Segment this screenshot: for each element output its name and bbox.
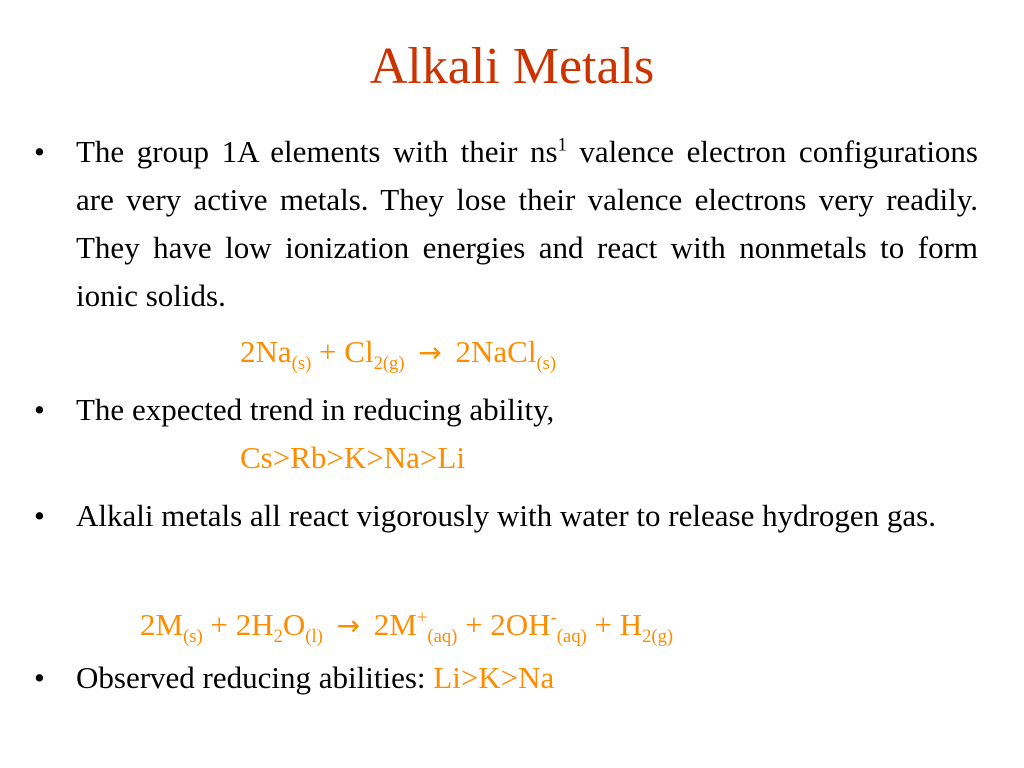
eq1-reactant-1: 2Na [240, 334, 292, 369]
eq2-reactant-1: 2M [140, 607, 184, 642]
bullet-marker: • [34, 134, 45, 169]
expected-trend: Cs>Rb>K>Na>Li [240, 440, 465, 475]
bullet-marker: • [34, 498, 45, 533]
eq2-product-2-charge: - [550, 607, 557, 629]
bullet-1-text-part1: The group 1A elements with their ns [76, 134, 558, 169]
bullet-marker: • [34, 660, 45, 695]
bullet-2-text: The expected trend in reducing ability, [76, 392, 555, 427]
bullet-3 [34, 492, 978, 540]
reaction-arrow-icon: → [418, 336, 442, 369]
eq1-product-state: (s) [536, 353, 557, 375]
bullet-marker: • [34, 392, 45, 427]
bullet-2 [34, 386, 978, 434]
eq1-reactant-1-state: (s) [291, 353, 312, 375]
eq2-reactant-2-subscript: 2 [273, 626, 283, 648]
eq2-product-3: H [619, 607, 643, 642]
eq1-product: 2NaCl [455, 334, 537, 369]
eq2-product-2: 2OH [490, 607, 551, 642]
bullet-1 [34, 128, 978, 320]
bullet-4 [34, 654, 978, 702]
eq2-product-1-charge: + [416, 607, 428, 629]
eq1-reactant-2-state: 2(g) [373, 353, 405, 375]
eq2-plus-1: + [210, 607, 228, 642]
eq2-product-1-state: (aq) [427, 626, 458, 648]
bullet-1-superscript: 1 [557, 134, 567, 156]
equation-metal-water [140, 603, 673, 648]
eq1-plus: + [319, 334, 337, 369]
eq1-reactant-2: Cl [344, 334, 374, 369]
slide-title: Alkali Metals [369, 38, 655, 95]
eq2-product-3-state: 2(g) [642, 626, 674, 648]
eq2-plus-3: + [594, 607, 612, 642]
observed-trend: Li>K>Na [433, 660, 555, 695]
eq2-product-1: 2M [373, 607, 417, 642]
reaction-arrow-icon: → [336, 609, 361, 642]
equation-sodium-chlorine [240, 330, 556, 375]
eq2-product-2-state: (aq) [556, 626, 587, 648]
eq2-reactant-2-state: (l) [305, 626, 323, 648]
eq2-reactant-1-state: (s) [183, 626, 203, 648]
bullet-1-text-part2: valence electron configurations are very active metals. They lose their valence electrons very readily. They have low ionization energies and react with nonmetals to form ionic solids. [76, 134, 978, 313]
eq2-reactant-2: 2H [235, 607, 274, 642]
bullet-3-text: Alkali metals all react vigorously with water to release hydrogen gas. [76, 498, 936, 533]
eq2-plus-2: + [465, 607, 483, 642]
bullet-4-text: Observed reducing abilities: [76, 660, 434, 695]
eq2-reactant-2-oxygen: O [282, 607, 306, 642]
